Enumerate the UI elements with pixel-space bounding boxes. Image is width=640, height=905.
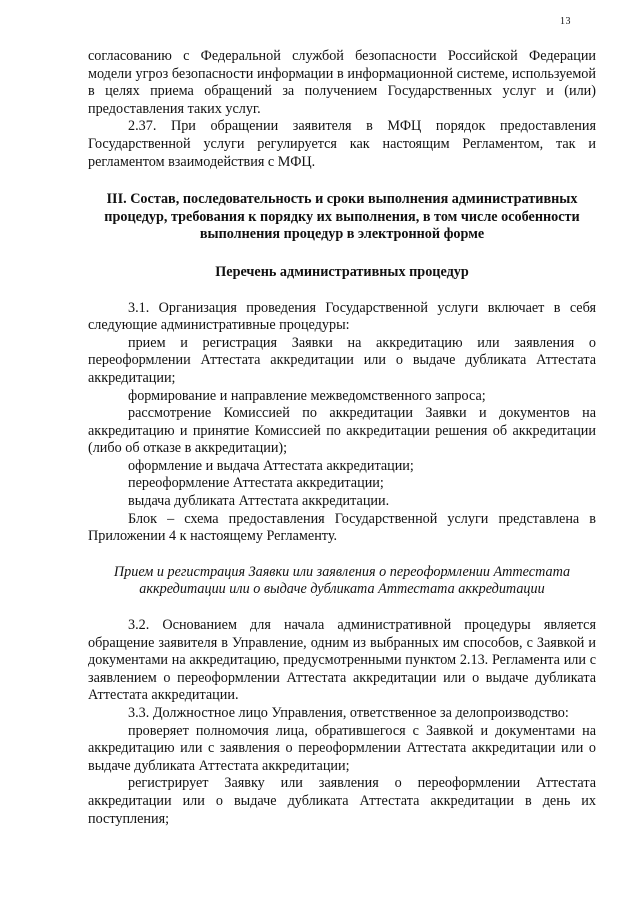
list-item: регистрирует Заявку или заявления о переоформлении Аттестата аккредитации или о выдаче дубликата Аттестата аккредитации в день их поступления; [88, 775, 596, 827]
list-item: прием и регистрация Заявки на аккредитацию или заявления о переоформлении Аттестата аккредитации или о выдаче дубликата Аттестата аккредитации; [88, 334, 596, 386]
page-number: 13 [560, 16, 571, 27]
section-title: III. Состав, последовательность и сроки выполнения административных процедур, требования к порядку их выполнения, в том числе особенности выполнения процедур в электронной форме [104, 191, 580, 243]
subsection-title: Перечень административных процедур [215, 263, 469, 280]
paragraph-3-3: 3.3. Должностное лицо Управления, ответственное за делопроизводство: [128, 705, 569, 721]
list-item: рассмотрение Комиссией по аккредитации Заявки и документов на аккредитацию и принятие Комиссией по аккредитации решения об аккредитации (либо об отказе в аккредитации); [88, 405, 596, 457]
paragraph-3-1: 3.1. Организация проведения Государственной услуги включает в себя следующие административные процедуры: [88, 299, 596, 334]
italic-subsection-title: Прием и регистрация Заявки или заявления о переоформлении Аттестата аккредитации или о выдаче дубликата Аттестата аккредитации [113, 563, 571, 598]
paragraph-block-scheme: Блок – схема предоставления Государственной услуги представлена в Приложении 4 к настоящему Регламенту. [88, 510, 596, 545]
list-item: формирование и направление межведомственного запроса; [128, 387, 486, 404]
paragraph-2-37: 2.37. При обращении заявителя в МФЦ порядок предоставления Государственной услуги регулируется как настоящим Регламентом, так и регламентом взаимодействия с МФЦ. [88, 118, 596, 170]
list-item: выдача дубликата Аттестата аккредитации. [128, 493, 390, 510]
list-item: оформление и выдача Аттестата аккредитации; [128, 457, 414, 474]
paragraph-continuation: согласованию с Федеральной службой безопасности Российской Федерации модели угроз безопасности информации в информационной системе, используемой в целях приема обращений за получением Государственных услуг и (или) предоставления таких услуг. [88, 48, 596, 117]
list-item: проверяет полномочия лица, обратившегося с Заявкой и документами на аккредитацию или с заявления о переоформлении Аттестата аккредитации или о выдаче дубликата Аттестата аккредитации; [88, 722, 596, 774]
list-item: переоформление Аттестата аккредитации; [128, 475, 384, 492]
paragraph-3-2: 3.2. Основанием для начала административной процедуры является обращение заявителя в Управление, одним из выбранных им способов, с Заявкой и документами на аккредитацию, предусмотренными пунктом 2.13. Регламента или с заявлением о переоформлении Аттестата аккредитации или о выдаче дубликата Аттестата аккредитации. [88, 617, 596, 704]
document-body [88, 48, 596, 828]
